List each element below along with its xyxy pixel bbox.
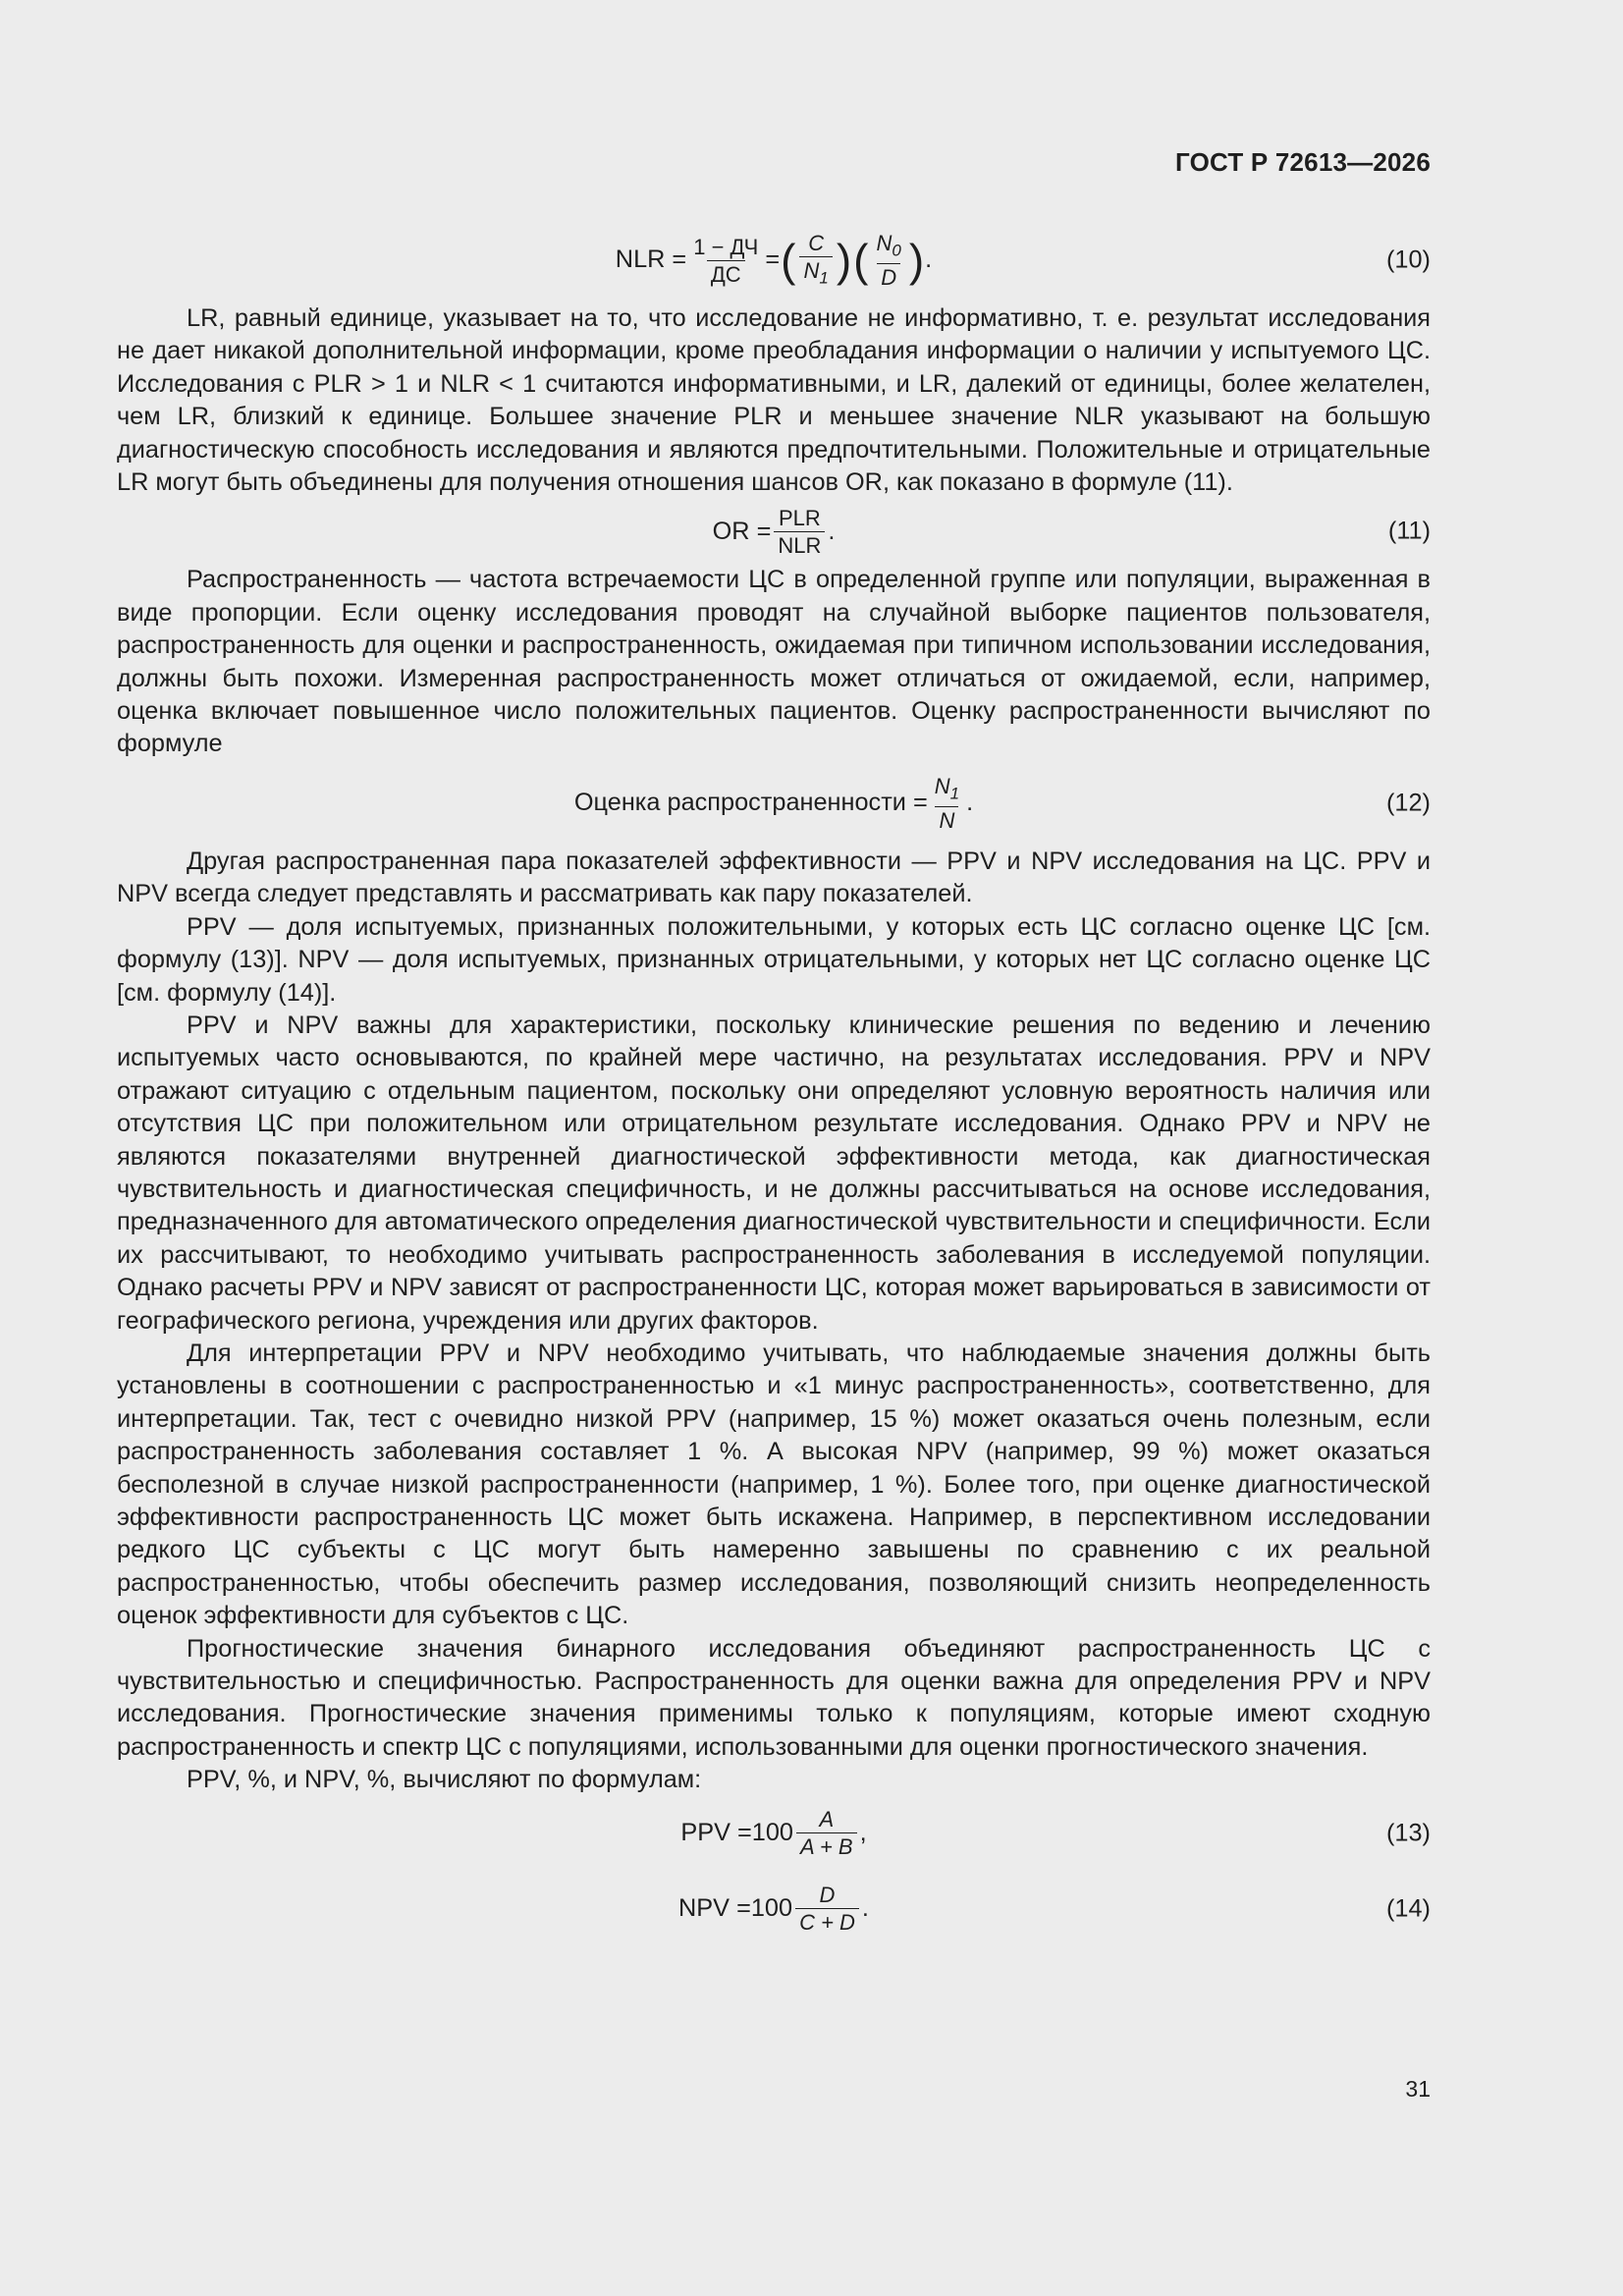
formula-10	[117, 218, 1431, 302]
formula-14	[117, 1870, 1431, 1948]
formula-end-punct: .	[925, 246, 933, 274]
page-number: 31	[1405, 2076, 1431, 2102]
subscript: 1	[949, 784, 960, 803]
equation-number: (11)	[1387, 517, 1431, 545]
fraction-denominator: ДС	[707, 260, 745, 288]
or-lhs: OR =	[712, 517, 772, 545]
variable-n: N	[803, 257, 820, 283]
fraction-denominator	[799, 256, 832, 291]
formula-end-punct: .	[828, 517, 836, 545]
fraction-numerator: D	[819, 1883, 836, 1908]
fraction-n0-d	[872, 230, 904, 291]
ppv-lhs: PPV =100	[680, 1818, 793, 1846]
formula-14-expression	[117, 1870, 1431, 1948]
standard-header: ГОСТ Р 72613—2026	[1175, 147, 1431, 177]
fraction-n1-n	[931, 773, 963, 834]
fraction-denominator: A + B	[796, 1832, 857, 1860]
fraction-ppv	[796, 1806, 857, 1860]
paragraph: Прогностические значения бинарного исследования объединяют распространенность ЦС с чувствительностью и специфичностью. Распространенность для оценки важна для определения PPV и NPV исследования. Прогностические значения применимы только к популяциям, которые имеют сходную распространенность и спектр ЦС с популяциями, использованными для оценки прогностического значения.	[117, 1634, 1431, 1761]
subscript: 1	[819, 268, 829, 288]
equation-number: (10)	[1386, 246, 1431, 274]
equation-number: (14)	[1386, 1893, 1431, 1922]
variable-n: N	[934, 773, 950, 798]
formula-12	[117, 761, 1431, 846]
formula-11-expression	[117, 499, 1431, 564]
subscript: 0	[892, 241, 901, 260]
equals-sign: =	[765, 246, 781, 274]
paragraph: Распространенность — частота встречаемости ЦС в определенной группе или популяции, выраженная в виде пропорции. Если оценку исследования проводят на случайной выборке пациентов пользователя, распространенность для оценки и распространенность, ожидаемая при типичном использовании исследования, должны быть похожи. Измеренная распространенность может отличаться от ожидаемой, если, например, оценка включает повышенное число положительных пациентов. Оценку распространенности вычисляют по формуле	[117, 566, 1431, 758]
equation-number: (12)	[1386, 789, 1431, 817]
formula-11	[117, 499, 1431, 564]
nlr-lhs: NLR =	[615, 246, 687, 274]
formula-end-punct: .	[966, 789, 974, 817]
fraction-numerator: 1 − ДЧ	[693, 234, 759, 259]
fraction-npv	[795, 1882, 859, 1936]
fraction-numerator	[931, 773, 963, 806]
paragraph: PPV, %, и NPV, %, вычисляют по формулам:	[187, 1766, 702, 1794]
fraction-numerator	[872, 230, 904, 263]
fraction-denominator: NLR	[774, 531, 825, 559]
formula-end-punct: ,	[859, 1818, 867, 1846]
npv-lhs: NPV =100	[678, 1893, 793, 1922]
equation-number: (13)	[1386, 1818, 1431, 1846]
variable-n: N	[876, 230, 893, 255]
fraction-numerator: C	[808, 230, 825, 255]
fraction-denominator: C + D	[795, 1908, 859, 1936]
paren-close: )	[908, 235, 925, 286]
prevalence-lhs: Оценка распространенности =	[573, 789, 928, 817]
formula-10-expression	[117, 218, 1431, 302]
paragraph: Для интерпретации PPV и NPV необходимо учитывать, что наблюдаемые значения должны быть установлены в соотношении с распространенностью и «1 минус распространенность», соответственно, для интерпретации. Так, тест с очевидно низкой PPV (например, 15 %) может оказаться очень полезным, если распространенность заболевания составляет 1 %. А высокая NPV (например, 99 %) может оказаться бесполезной в случае низкой распространенности (например, 1 %). Более того, при оценке диагностической эффективности распространенность ЦС может быть искажена. Например, в перспективном исследовании редкого ЦС субъекты с ЦС могут быть намеренно завышены по сравнению с их реальной распространенностью, чтобы обеспечить размер исследования, позволяющий снизить неопределенность оценок эффективности для субъектов с ЦС.	[117, 1339, 1431, 1630]
paragraph: Другая распространенная пара показателей эффективности — PPV и NPV исследования на ЦС. PPV и NPV всегда следует представлять и рассматривать как пару показателей.	[117, 847, 1431, 908]
paren-open: (	[853, 235, 869, 286]
fraction-c-n1	[799, 230, 832, 291]
fraction-sensitivity	[689, 234, 762, 288]
paren-close: )	[836, 235, 852, 286]
formula-12-expression	[117, 761, 1431, 846]
fraction-numerator: PLR	[778, 505, 821, 530]
fraction-numerator: A	[819, 1807, 835, 1832]
fraction-plr-nlr	[774, 505, 825, 559]
paren-open: (	[781, 235, 796, 286]
formula-13	[117, 1805, 1431, 1862]
paragraph: PPV — доля испытуемых, признанных положительными, у которых есть ЦС согласно оценке ЦС [см. формулу (13)]. NPV — доля испытуемых, признанных отрицательными, у которых нет ЦС согласно оценке ЦС [см. формулу (14)].	[117, 912, 1431, 1007]
paragraph: PPV и NPV важны для характеристики, поскольку клинические решения по ведению и лечению испытуемых часто основываются, по крайней мере частично, на результатах исследования. PPV и NPV отражают ситуацию с отдельным пациентом, поскольку они определяют условную вероятность наличия или отсутствия ЦС при положительном или отрицательном результате исследования. Однако PPV и NPV не являются показателями внутренней диагностической эффективности метода, как диагностическая чувствительность и диагностическая специфичность, и не должны рассчитываться на основе исследования, предназначенного для автоматического определения диагностической чувствительности и специфичности. Если их рассчитывают, то необходимо учитывать распространенность заболевания в исследуемой популяции. Однако расчеты PPV и NPV зависят от распространенности ЦС, которая может варьироваться в зависимости от географического региона, учреждения или других факторов.	[117, 1011, 1431, 1335]
document-body	[117, 218, 1431, 1948]
fraction-denominator: D	[877, 263, 900, 291]
fraction-denominator: N	[935, 806, 958, 834]
paragraph: LR, равный единице, указывает на то, что исследование не информативно, т. е. результат исследования не дает никакой дополнительной информации, кроме преобладания информации о наличии у испытуемого ЦС. Исследования с PLR > 1 и NLR < 1 считаются информативными, и LR, далекий от единицы, более желателен, чем LR, близкий к единице. Большее значение PLR и меньшее значение NLR указывают на большую диагностическую способность исследования и являются предпочтительными. Положительные и отрицательные LR могут быть объединены для получения отношения шансов OR, как показано в формуле (11).	[117, 304, 1431, 497]
formula-13-expression	[117, 1805, 1431, 1862]
formula-end-punct: .	[861, 1893, 869, 1922]
